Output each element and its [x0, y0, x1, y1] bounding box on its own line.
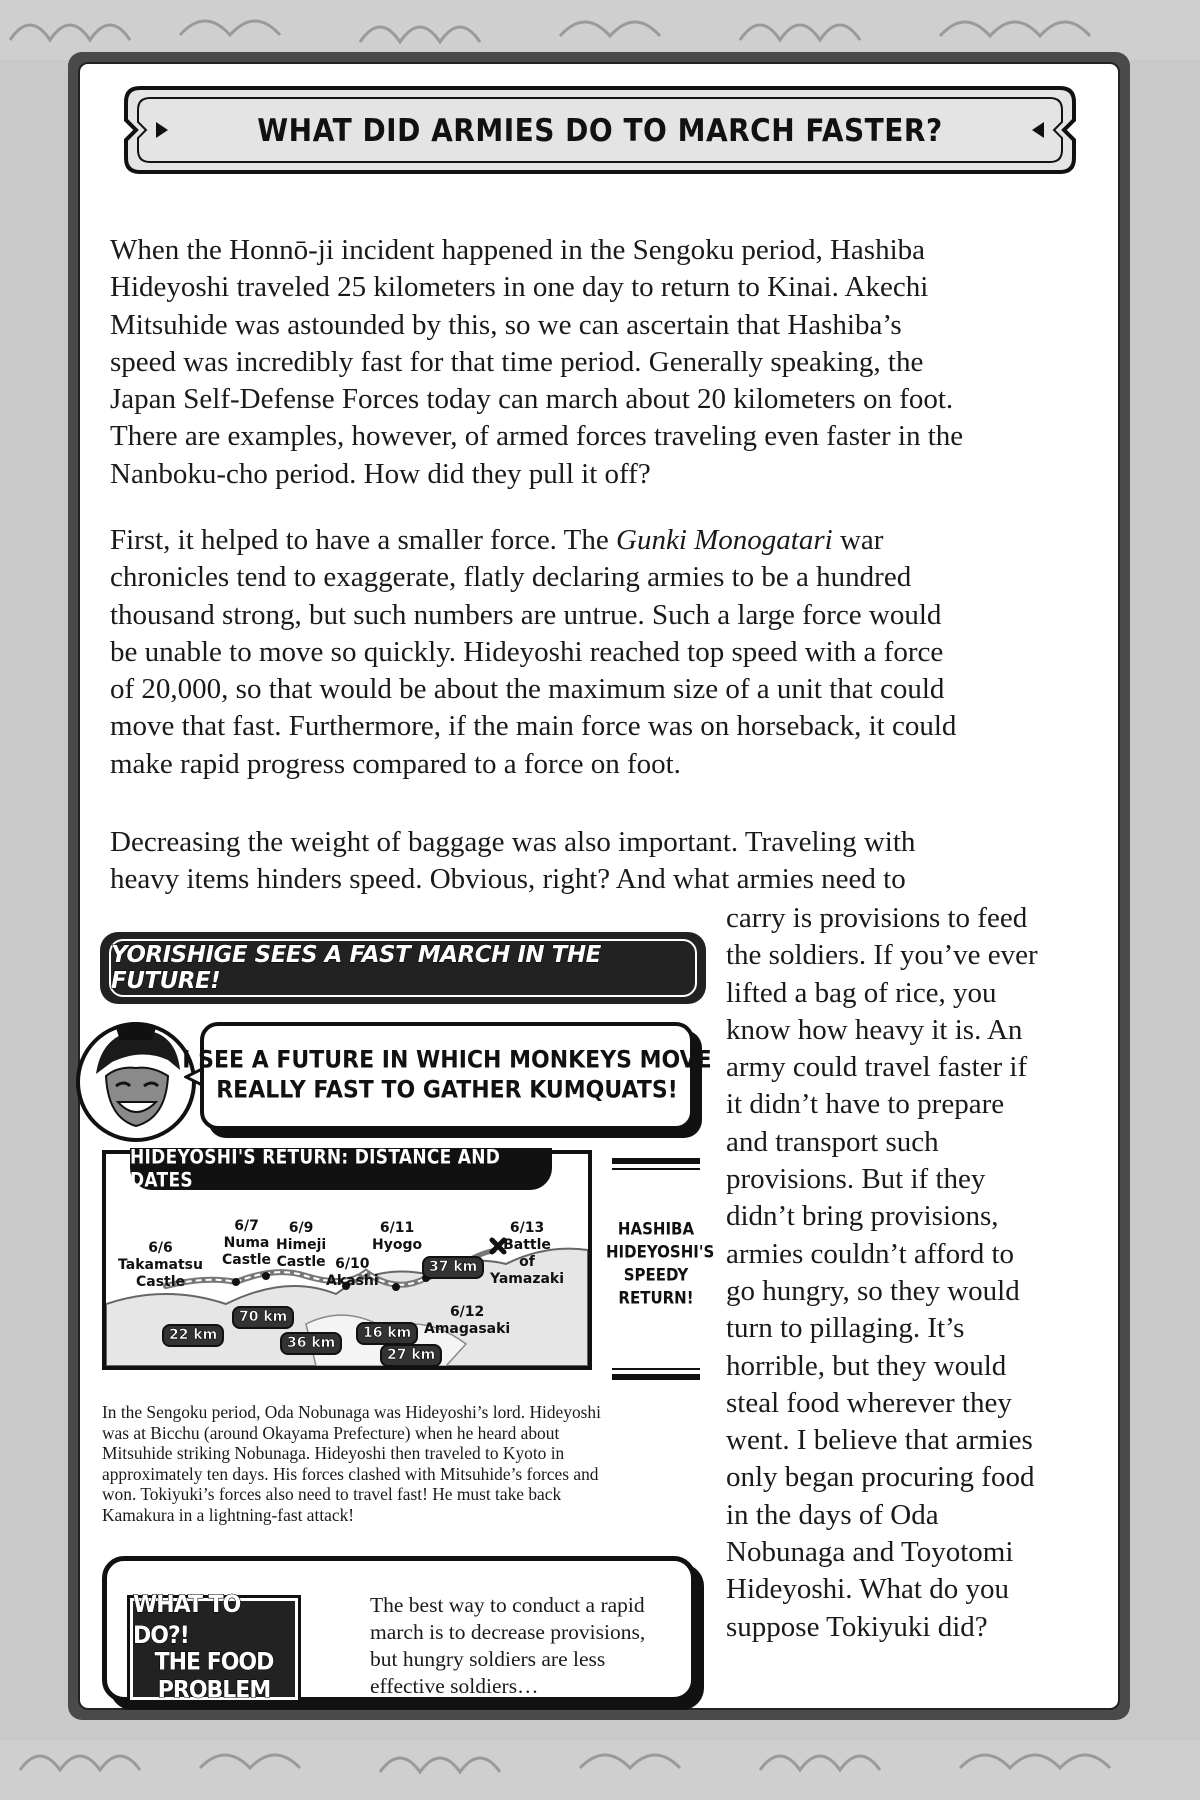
map-title: HIDEYOSHI'S RETURN: DISTANCE AND DATES — [130, 1146, 501, 1192]
place-line: Amagasaki — [424, 1321, 511, 1337]
caption-line: won. Tokiyuki’s forces also need to travel fast! He must take back — [102, 1484, 562, 1505]
speech-bubble — [182, 1022, 712, 1130]
tip-line: march is to decrease provisions, — [370, 1620, 646, 1644]
text-run: First, it helped to have a smaller force. The — [110, 524, 616, 556]
paragraph-1 — [110, 232, 1090, 493]
speech-line: I SEE A FUTURE IN WHICH MONKEYS MOVE — [182, 1046, 712, 1075]
paragraph-line: army could travel faster if — [726, 1051, 1028, 1084]
paragraph-line: horrible, but they would — [726, 1349, 1007, 1382]
distance-badge: 22 km — [162, 1324, 224, 1347]
paragraph-line: and transport such — [726, 1125, 939, 1158]
paragraph-line: chronicles tend to exaggerate, flatly declaring armies to be a hundred — [110, 561, 912, 594]
paragraph-line: only began procuring food — [726, 1461, 1035, 1494]
place-line: 6/11 — [379, 1220, 415, 1236]
tip-line: effective soldiers… — [370, 1674, 539, 1698]
paragraph-line: go hungry, so they would — [726, 1274, 1020, 1307]
paragraph-line: make rapid progress compared to a force on foot. — [110, 747, 681, 780]
paragraph-line — [110, 522, 1090, 559]
paragraph-line: Decreasing the weight of baggage was also important. Traveling with — [110, 826, 916, 858]
paragraph-line: Japan Self-Defense Forces today can march about 20 kilometers on foot. — [110, 383, 954, 416]
cloud-ornament-bottom — [0, 1740, 1200, 1800]
tip-badge-line: THE FOOD — [154, 1648, 274, 1677]
tip-line: The best way to conduct a rapid — [370, 1593, 645, 1617]
paragraph-line: steal food wherever they — [726, 1386, 1012, 1419]
place-line: 6/13 — [509, 1220, 545, 1236]
side-label-line: HASHIBA — [617, 1218, 695, 1239]
paragraph-line: didn’t bring provisions, — [726, 1200, 999, 1233]
paragraph-line: suppose Tokiyuki did? — [726, 1610, 988, 1643]
place-line: 6/6 — [148, 1240, 173, 1256]
paragraph-4-column — [726, 900, 1106, 1646]
paragraph-line: turn to pillaging. It’s — [726, 1312, 965, 1345]
paragraph-line: it didn’t have to prepare — [726, 1088, 1005, 1121]
tip-badge — [130, 1591, 298, 1705]
side-label-line: SPEEDY — [623, 1265, 689, 1285]
sidebar-heading — [100, 932, 706, 1004]
text-run: war — [832, 524, 884, 556]
side-label-line: RETURN! — [618, 1288, 694, 1308]
place-line: Battle — [503, 1237, 551, 1253]
paragraph-line: know how heavy it is. An — [726, 1013, 1023, 1046]
place-himeji — [276, 1220, 326, 1271]
place-yamazaki — [490, 1220, 564, 1288]
place-line: Castle — [222, 1252, 272, 1268]
paragraph-line: went. I believe that armies — [726, 1424, 1033, 1457]
paragraph-line: move that fast. Furthermore, if the main force was on horseback, it could — [110, 710, 957, 743]
tip-line: but hungry soldiers are less — [370, 1647, 606, 1671]
paragraph-line: Mitsuhide was astounded by this, so we can ascertain that Hashiba’s — [110, 308, 902, 341]
place-line: Castle — [276, 1254, 326, 1270]
sidebar-heading-inner — [109, 939, 697, 997]
place-takamatsu — [118, 1240, 203, 1291]
place-line: 6/7 — [234, 1218, 259, 1234]
tip-badge-line: WHAT TO DO?! — [133, 1591, 241, 1650]
place-line: Akashi — [326, 1273, 379, 1289]
speech-line: REALLY FAST TO GATHER KUMQUATS! — [216, 1076, 678, 1105]
paragraph-line: heavy items hinders speed. Obvious, right? And what armies need to — [110, 863, 906, 896]
sidebar-heading-text: YORISHIGE SEES A FAST MARCH IN THE FUTURE! — [111, 942, 601, 994]
caption-line: was at Bicchu (around Okayama Prefecture) when he heard about — [102, 1422, 560, 1443]
distance-badge: 36 km — [280, 1332, 342, 1355]
cloud-ornament-top — [0, 0, 1200, 60]
place-hyogo — [372, 1220, 422, 1254]
place-line: Himeji — [276, 1237, 327, 1253]
paragraph-line: Hideyoshi. What do you — [726, 1573, 1009, 1606]
paragraph-line: thousand strong, but such numbers are untrue. Such a large force would — [110, 598, 942, 631]
paragraph-line: the soldiers. If you’ve ever — [726, 939, 1038, 972]
place-line: 6/12 — [449, 1304, 485, 1320]
place-line: 6/9 — [288, 1220, 314, 1236]
place-line: Castle — [135, 1274, 186, 1290]
distance-badge: 16 km — [356, 1322, 418, 1345]
paragraph-line: Hideyoshi traveled 25 kilometers in one day to return to Kinai. Akechi — [110, 271, 929, 304]
distance-badge: 37 km — [422, 1256, 484, 1279]
map-title-tab — [130, 1148, 552, 1190]
paragraph-line: carry is provisions to feed — [726, 902, 1028, 934]
paragraph-line: of 20,000, so that would be about the maximum size of a unit that could — [110, 673, 945, 706]
paragraph-line: Nobunaga and Toyotomi — [726, 1536, 1014, 1569]
paragraph-line: armies couldn’t afford to — [726, 1237, 1015, 1270]
title-banner — [120, 82, 1080, 178]
side-label — [606, 1218, 715, 1310]
distance-badge: 27 km — [380, 1344, 442, 1367]
paragraph-line: be unable to move so quickly. Hideyoshi reached top speed with a force — [110, 635, 944, 668]
place-line: of — [519, 1254, 535, 1270]
caption-line: approximately ten days. His forces clashed with Mitsuhide’s forces and — [102, 1463, 599, 1484]
tip-text — [370, 1592, 690, 1700]
paragraph-line: provisions. But if they — [726, 1163, 986, 1196]
place-line: Yamazaki — [490, 1271, 565, 1287]
caption-line: Kamakura in a lightning-fast attack! — [102, 1504, 355, 1525]
side-label-line: HIDEYOSHI'S — [606, 1242, 715, 1262]
map-caption — [102, 1402, 692, 1526]
avatar — [72, 1018, 200, 1144]
place-line: 6/10 — [335, 1256, 370, 1272]
page-title: WHAT DID ARMIES DO TO MARCH FASTER? — [257, 111, 943, 149]
paragraph-line: There are examples, however, of armed forces traveling even faster in the — [110, 420, 964, 453]
place-line: Numa — [223, 1235, 270, 1251]
tip-badge-line: PROBLEM — [157, 1676, 271, 1705]
place-amagasaki — [424, 1304, 510, 1338]
place-line: Hyogo — [372, 1237, 423, 1253]
place-line: Takamatsu — [118, 1257, 203, 1273]
paragraph-2 — [110, 522, 1090, 783]
italic-title: Gunki Monogatari — [616, 524, 833, 556]
caption-line: In the Sengoku period, Oda Nobunaga was Hideyoshi’s lord. Hideyoshi — [102, 1402, 601, 1422]
paragraph-line: lifted a bag of rice, you — [726, 976, 997, 1009]
paragraph-line: in the days of Oda — [726, 1498, 939, 1531]
paragraph-line: Nanboku-cho period. How did they pull it off? — [110, 457, 651, 490]
caption-line: Mitsuhide striking Nobunaga. Hideyoshi then traveled to Kyoto in — [102, 1443, 565, 1464]
place-akashi — [326, 1256, 379, 1290]
paragraph-line: speed was incredibly fast for that time period. Generally speaking, the — [110, 345, 924, 378]
paragraph-line: When the Honnō-ji incident happened in the Sengoku period, Hashiba — [110, 234, 926, 266]
paragraph-3 — [110, 824, 1100, 899]
place-numa — [222, 1218, 271, 1269]
distance-badge: 70 km — [232, 1306, 294, 1329]
